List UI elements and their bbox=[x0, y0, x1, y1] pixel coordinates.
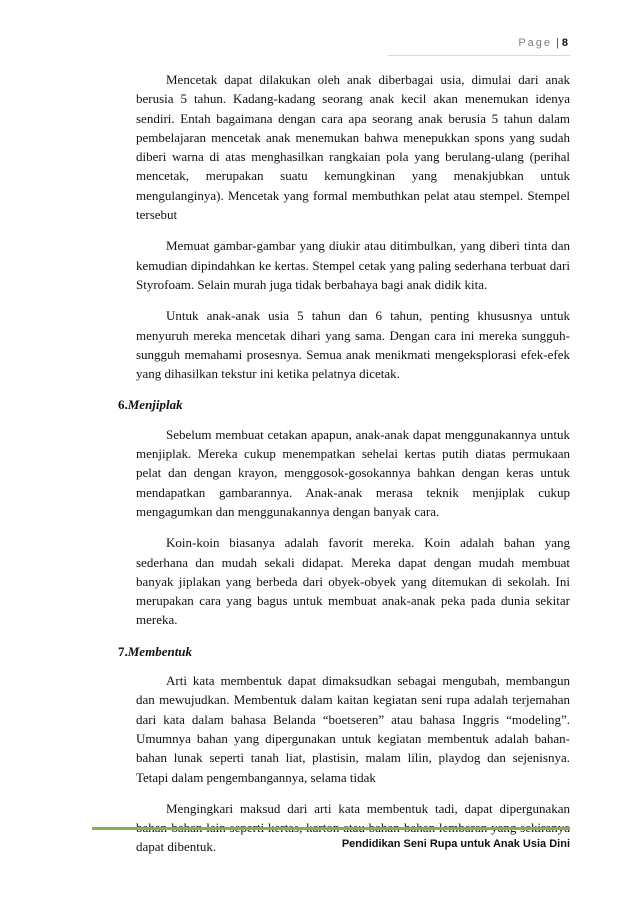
page-header bbox=[518, 37, 568, 49]
page-separator: | bbox=[556, 37, 559, 49]
paragraph: Untuk anak-anak usia 5 tahun dan 6 tahun, penting khususnya untuk menyuruh mereka mencetak dihari yang sama. Dengan cara ini mereka sungguh-sungguh memahami prosesnya. Semua anak menikmati mengeksplorasi efek-efek yang dihasilkan tekstur ini ketika pelatnya dicetak. bbox=[136, 308, 570, 382]
page-footer: Pendidikan Seni Rupa untuk Anak Usia Dini bbox=[341, 838, 570, 850]
section-number: 7. bbox=[118, 643, 128, 659]
section-title: Menjiplak bbox=[127, 397, 183, 413]
paragraph: Mencetak dapat dilakukan oleh anak diberbagai usia, dimulai dari anak berusia 5 tahun. Kadang-kadang seorang anak kecil akan menemukan idenya sendiri. Entah bagaimana dengan cara apa seorang anak berusia 5 tahun dalam pembelajaran mencetak anak menemukan bahwa menepukkan spons yang sudah diberi warna di atas menghasilkan rangkaian pola yang berulang-ulang (perihal mencetak, merupakan suatu kemungkinan yang menakjubkan untuk mengulanginya). Mencetak yang formal membuthkan pelat atau stempel. Stempel tersebut bbox=[136, 72, 570, 223]
paragraph: Koin-koin biasanya adalah favorit mereka. Koin adalah bahan yang sederhana dan mudah sekali didapat. Mereka dapat dengan mudah membuat banyak jiplakan yang berbeda dari obyek-obyek yang ditemukan di sekolah. Ini merupakan cara yang bagus untuk membuat anak-anak peka pada dunia sekitar mereka. bbox=[136, 535, 570, 628]
paragraph: Arti kata membentuk dapat dimaksudkan sebagai mengubah, membangun dan mewujudkan. Membentuk dalam kaitan kegiatan seni rupa adalah terjemahan dari kata dalam bahasa Belanda “boetseren” atau bahasa Inggris “modeling”. Umumnya bahan yang dipergunakan untuk kegiatan membentuk adalah bahan-bahan lunak seperti tanah liat, plastisin, malam lilin, playdog dan sejenisnya. Tetapi dalam pengembangannya, selama tidak bbox=[136, 673, 570, 785]
document-body bbox=[118, 70, 570, 869]
section-heading-membentuk bbox=[118, 642, 570, 661]
section-number: 6. bbox=[118, 397, 128, 413]
paragraph: Memuat gambar-gambar yang diukir atau ditimbulkan, yang diberi tinta dan kemudian dipindahkan ke kertas. Stempel cetak yang paling sederhana terbuat dari Styrofoam. Selain murah juga tidak berbahaya bagi anak didik kita. bbox=[136, 238, 570, 292]
footer-rule bbox=[92, 827, 570, 830]
page-label: Page bbox=[518, 37, 553, 49]
paragraph: Mengingkari maksud dari arti kata membentuk tadi, dapat dipergunakan dapat dibentuk. bbox=[136, 800, 570, 855]
section-heading-menjiplak bbox=[118, 395, 570, 414]
section-title: Membentuk bbox=[127, 643, 193, 659]
page-number: 8 bbox=[561, 37, 568, 49]
paragraph: Sebelum membuat cetakan apapun, anak-anak dapat menggunakannya untuk menjiplak. Mereka cukup menempatkan sehelai kertas putih diatas permukaan pelat dan dengan krayon, menggosok-gosokannya bahkan dengan keras untuk mendapatkan gambarannya. Anak-anak merasa teknik menjiplak cukup mengagumkan dan menggunakannya dengan banyak cara. bbox=[136, 426, 570, 519]
header-rule bbox=[388, 55, 570, 56]
